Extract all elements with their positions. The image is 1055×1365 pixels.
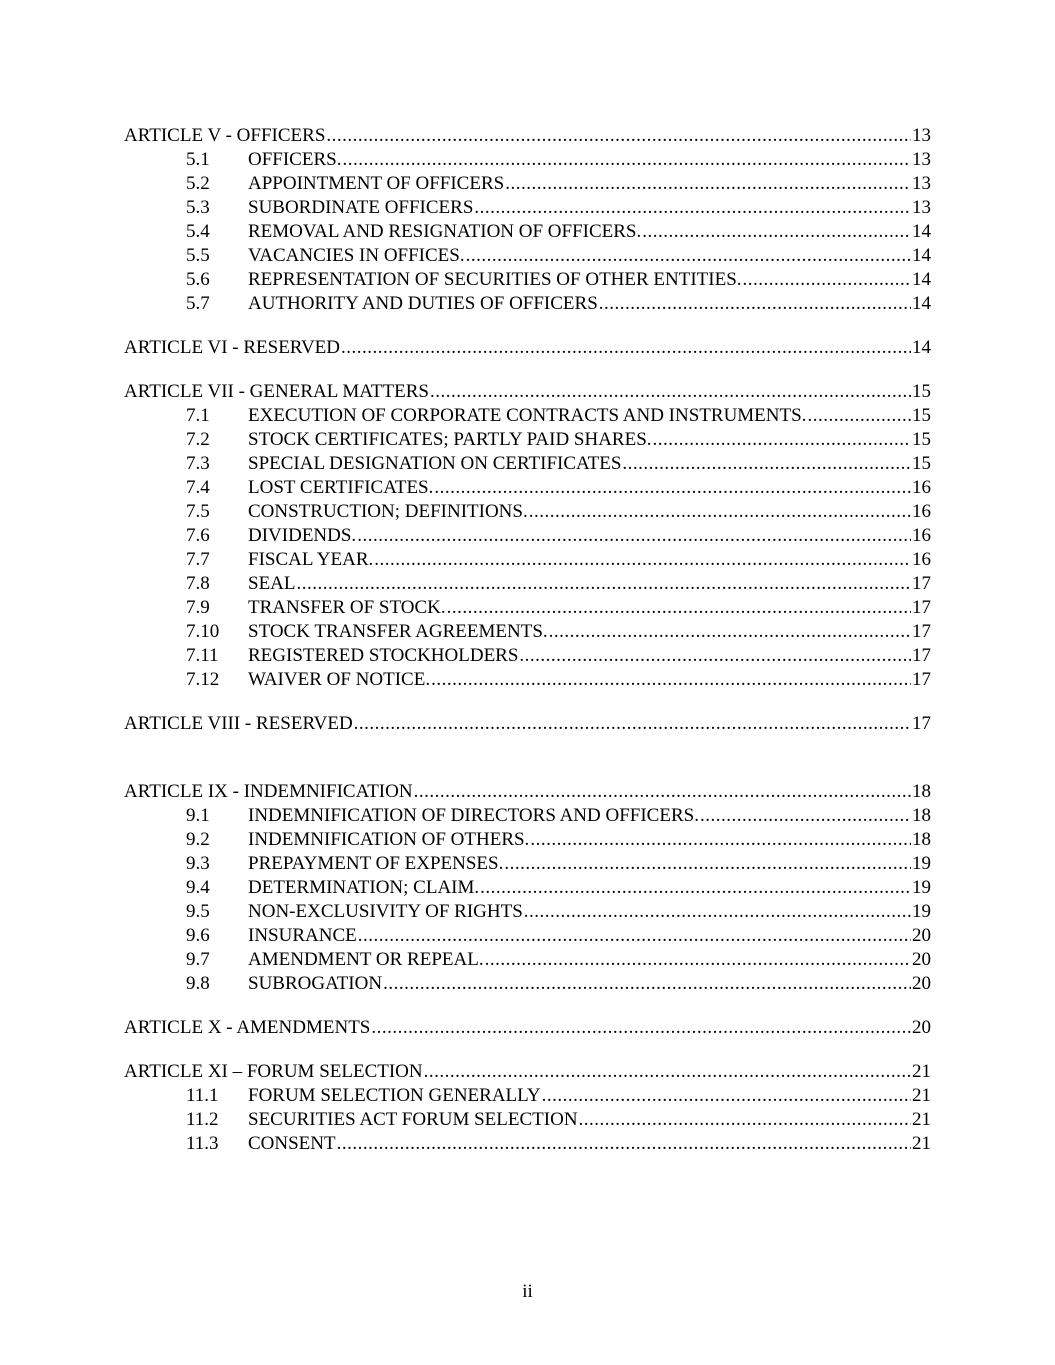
dot-leader	[374, 548, 911, 572]
toc-section-title: CONSTRUCTION; DEFINITIONS.	[248, 501, 528, 522]
toc-section-title: LOST CERTIFICATES.	[248, 477, 434, 498]
toc-page-number: 19	[912, 901, 931, 922]
toc-section-title: NON-EXCLUSIVITY OF RIGHTS	[248, 901, 523, 922]
dot-leader	[485, 948, 911, 972]
toc-article	[124, 780, 931, 996]
toc-section-number: 7.11	[186, 645, 219, 666]
toc-section-entry	[124, 620, 931, 644]
dot-leader	[505, 172, 911, 196]
dot-leader	[357, 524, 911, 548]
dot-leader	[326, 124, 911, 148]
toc-section-number: 9.2	[186, 829, 210, 850]
dot-leader	[542, 1084, 911, 1108]
dot-leader	[642, 220, 911, 244]
dot-leader	[383, 972, 911, 996]
toc-page-number: 18	[912, 781, 931, 802]
dot-leader	[480, 876, 911, 900]
toc-page-number: 14	[912, 337, 931, 358]
toc-article-title: ARTICLE VIII - RESERVED	[124, 713, 353, 734]
toc-section-entry	[124, 948, 931, 972]
toc-article-entry	[124, 336, 931, 360]
toc-section-title: SPECIAL DESIGNATION ON CERTIFICATES	[248, 453, 622, 474]
dot-leader	[337, 1132, 911, 1156]
toc-page-number: 13	[912, 173, 931, 194]
toc-section-number: 9.8	[186, 973, 210, 994]
toc-section-entry	[124, 220, 931, 244]
dot-leader	[430, 380, 911, 404]
toc-article-entry	[124, 380, 931, 404]
toc-section-number: 5.4	[186, 221, 210, 242]
toc-section-number: 7.3	[186, 453, 210, 474]
toc-section-number: 5.3	[186, 197, 210, 218]
toc-section-number: 5.6	[186, 269, 210, 290]
dot-leader	[700, 804, 911, 828]
dot-leader	[653, 428, 911, 452]
toc-article	[124, 1060, 931, 1156]
toc-section-number: 11.1	[186, 1085, 219, 1106]
toc-article	[124, 336, 931, 360]
toc-section-entry	[124, 804, 931, 828]
toc-page-number: 14	[912, 221, 931, 242]
dot-leader	[342, 148, 911, 172]
toc-section-entry	[124, 172, 931, 196]
dot-leader	[622, 452, 911, 476]
toc-page-number: 21	[912, 1133, 931, 1154]
toc-section-title: SECURITIES ACT FORUM SELECTION	[248, 1109, 578, 1130]
toc-section-title: INSURANCE	[248, 925, 357, 946]
toc-section-number: 7.9	[186, 597, 210, 618]
toc-page-number: 17	[912, 669, 931, 690]
toc-section-number: 11.2	[186, 1109, 219, 1130]
dot-leader	[434, 476, 911, 500]
toc-article-entry	[124, 124, 931, 148]
toc-section-title: STOCK TRANSFER AGREEMENTS.	[248, 621, 548, 642]
dot-leader	[529, 500, 911, 524]
toc-section-entry	[124, 244, 931, 268]
toc-section-entry	[124, 548, 931, 572]
dot-leader	[354, 712, 911, 736]
toc-page-number: 15	[912, 405, 931, 426]
dot-leader	[341, 336, 911, 360]
dot-leader	[743, 268, 911, 292]
toc-section-title: TRANSFER OF STOCK.	[248, 597, 446, 618]
toc-page-number: 20	[912, 973, 931, 994]
toc-section-entry	[124, 924, 931, 948]
toc-article-title: ARTICLE VII - GENERAL MATTERS	[124, 381, 429, 402]
toc-section-number: 9.4	[186, 877, 210, 898]
toc-section-entry	[124, 852, 931, 876]
toc-page-number: 14	[912, 293, 931, 314]
toc-section-title: OFFICERS.	[248, 149, 342, 170]
toc-page-number: 16	[912, 549, 931, 570]
toc-section-entry	[124, 148, 931, 172]
toc-section-number: 9.3	[186, 853, 210, 874]
toc-section-entry	[124, 972, 931, 996]
toc-section-title: SEAL	[248, 573, 296, 594]
dot-leader	[807, 404, 911, 428]
toc-article-title: ARTICLE V - OFFICERS	[124, 125, 326, 146]
toc-section-number: 7.12	[186, 669, 220, 690]
dot-leader	[474, 196, 911, 220]
toc-section-entry	[124, 1108, 931, 1132]
toc-section-number: 7.4	[186, 477, 210, 498]
toc-section-number: 7.8	[186, 573, 210, 594]
toc-section-entry	[124, 524, 931, 548]
toc-page-number: 15	[912, 381, 931, 402]
toc-page-number: 13	[912, 197, 931, 218]
toc-article	[124, 380, 931, 692]
toc-section-entry	[124, 572, 931, 596]
toc-section-title: APPOINTMENT OF OFFICERS	[248, 173, 505, 194]
toc-section-entry	[124, 428, 931, 452]
toc-page-number: 17	[912, 573, 931, 594]
toc-section-entry	[124, 1132, 931, 1156]
dot-leader	[371, 1016, 911, 1040]
toc-section-entry	[124, 452, 931, 476]
toc-section-entry	[124, 404, 931, 428]
table-of-contents	[124, 124, 931, 1176]
toc-section-number: 5.7	[186, 293, 210, 314]
toc-article-entry	[124, 1060, 931, 1084]
toc-page-number: 16	[912, 477, 931, 498]
toc-page-number: 19	[912, 877, 931, 898]
toc-section-entry	[124, 596, 931, 620]
toc-section-title: VACANCIES IN OFFICES.	[248, 245, 465, 266]
toc-section-number: 9.7	[186, 949, 210, 970]
toc-article-title: ARTICLE IX - INDEMNIFICATION	[124, 781, 413, 802]
toc-article-title: ARTICLE XI – FORUM SELECTION	[124, 1061, 423, 1082]
toc-section-number: 9.6	[186, 925, 210, 946]
toc-section-number: 7.10	[186, 621, 220, 642]
toc-article	[124, 712, 931, 736]
toc-article	[124, 124, 931, 316]
dot-leader	[297, 572, 912, 596]
dot-leader	[579, 1108, 911, 1132]
toc-section-entry	[124, 268, 931, 292]
toc-section-entry	[124, 900, 931, 924]
dot-leader	[358, 924, 911, 948]
toc-section-number: 7.7	[186, 549, 210, 570]
toc-page-number: 21	[912, 1085, 931, 1106]
dot-leader	[530, 828, 911, 852]
toc-section-title: PREPAYMENT OF EXPENSES.	[248, 853, 504, 874]
toc-section-number: 7.1	[186, 405, 210, 426]
toc-section-entry	[124, 644, 931, 668]
toc-page-number: 20	[912, 1017, 931, 1038]
toc-section-entry	[124, 668, 931, 692]
toc-section-title: AMENDMENT OR REPEAL.	[248, 949, 484, 970]
toc-section-title: FORUM SELECTION GENERALLY	[248, 1085, 541, 1106]
toc-page-number: 14	[912, 245, 931, 266]
toc-section-number: 11.3	[186, 1133, 219, 1154]
toc-section-number: 7.2	[186, 429, 210, 450]
toc-page-number: 20	[912, 949, 931, 970]
toc-section-entry	[124, 196, 931, 220]
toc-section-entry	[124, 292, 931, 316]
toc-page-number: 19	[912, 853, 931, 874]
toc-section-title: SUBORDINATE OFFICERS	[248, 197, 474, 218]
toc-page-number: 17	[912, 597, 931, 618]
toc-section-entry	[124, 476, 931, 500]
toc-page-number: 14	[912, 269, 931, 290]
toc-section-title: INDEMNIFICATION OF OTHERS.	[248, 829, 530, 850]
toc-page-number: 16	[912, 525, 931, 546]
toc-section-title: REGISTERED STOCKHOLDERS	[248, 645, 519, 666]
footer-page-number: ii	[522, 1281, 533, 1302]
dot-leader	[431, 668, 911, 692]
toc-page-number: 13	[912, 125, 931, 146]
toc-section-entry	[124, 828, 931, 852]
dot-leader	[447, 596, 911, 620]
toc-page-number: 21	[912, 1061, 931, 1082]
toc-page-number: 20	[912, 925, 931, 946]
toc-page-number: 18	[912, 829, 931, 850]
toc-page-number: 16	[912, 501, 931, 522]
toc-section-title: STOCK CERTIFICATES; PARTLY PAID SHARES.	[248, 429, 652, 450]
toc-article	[124, 1016, 931, 1040]
toc-section-entry	[124, 1084, 931, 1108]
toc-article-entry	[124, 712, 931, 736]
toc-section-title: EXECUTION OF CORPORATE CONTRACTS AND INSTRUMENTS.	[248, 405, 807, 426]
toc-section-title: SUBROGATION	[248, 973, 383, 994]
dot-leader	[519, 644, 911, 668]
toc-section-number: 5.2	[186, 173, 210, 194]
dot-leader	[414, 780, 911, 804]
toc-section-title: DETERMINATION; CLAIM.	[248, 877, 480, 898]
dot-leader	[549, 620, 911, 644]
toc-section-title: CONSENT	[248, 1133, 336, 1154]
toc-section-number: 9.5	[186, 901, 210, 922]
toc-article-title: ARTICLE VI - RESERVED	[124, 337, 341, 358]
toc-section-title: WAIVER OF NOTICE.	[248, 669, 431, 690]
toc-section-title: REMOVAL AND RESIGNATION OF OFFICERS.	[248, 221, 642, 242]
dot-leader	[424, 1060, 911, 1084]
dot-leader	[466, 244, 911, 268]
toc-section-number: 9.1	[186, 805, 210, 826]
toc-page-number: 15	[912, 453, 931, 474]
toc-article-entry	[124, 1016, 931, 1040]
toc-page-number: 17	[912, 713, 931, 734]
toc-section-entry	[124, 500, 931, 524]
toc-page-number: 18	[912, 805, 931, 826]
toc-section-title: REPRESENTATION OF SECURITIES OF OTHER ENTITIES.	[248, 269, 742, 290]
toc-page-number: 21	[912, 1109, 931, 1130]
toc-page-number: 17	[912, 621, 931, 642]
toc-section-title: INDEMNIFICATION OF DIRECTORS AND OFFICERS.	[248, 805, 699, 826]
toc-article-entry	[124, 780, 931, 804]
toc-section-number: 5.1	[186, 149, 210, 170]
dot-leader	[599, 292, 911, 316]
toc-page-number: 13	[912, 149, 931, 170]
dot-leader	[524, 900, 911, 924]
toc-section-number: 7.5	[186, 501, 210, 522]
toc-page-number: 15	[912, 429, 931, 450]
toc-section-number: 7.6	[186, 525, 210, 546]
toc-section-number: 5.5	[186, 245, 210, 266]
toc-article-title: ARTICLE X - AMENDMENTS	[124, 1017, 371, 1038]
toc-section-title: DIVIDENDS.	[248, 525, 357, 546]
toc-section-title: AUTHORITY AND DUTIES OF OFFICERS	[248, 293, 598, 314]
toc-page-number: 17	[912, 645, 931, 666]
dot-leader	[504, 852, 911, 876]
toc-section-title: FISCAL YEAR.	[248, 549, 374, 570]
page-footer	[0, 1281, 1055, 1303]
toc-section-entry	[124, 876, 931, 900]
